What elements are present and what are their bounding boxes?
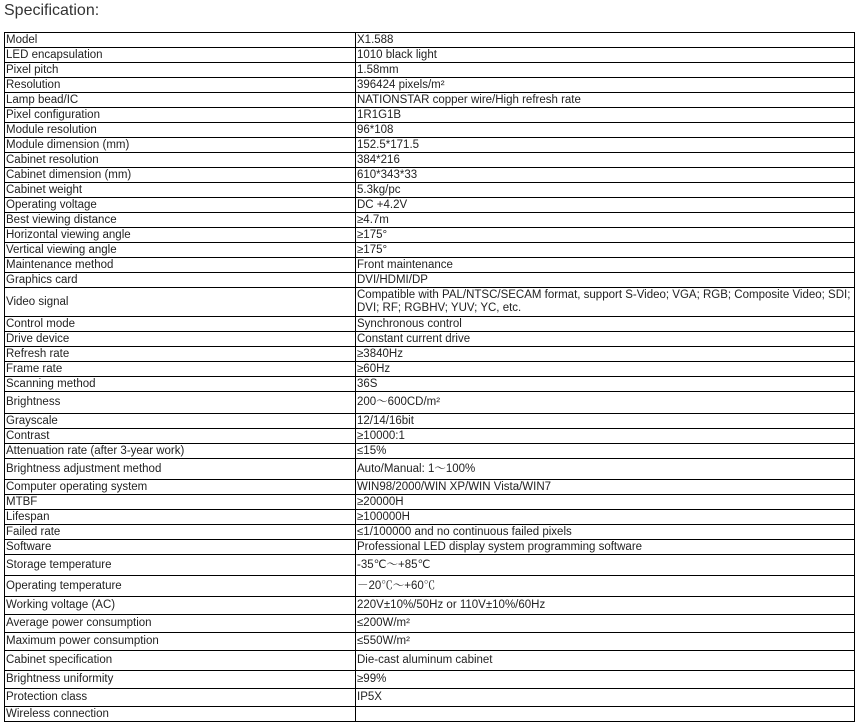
spec-label-cell: Module resolution [5, 123, 356, 138]
spec-label-cell: Wireless connection [5, 707, 356, 722]
table-row [5, 138, 855, 153]
spec-label-cell: Brightness uniformity [5, 671, 356, 689]
table-row [5, 444, 855, 459]
spec-label-cell: Lamp bead/IC [5, 93, 356, 108]
table-row [5, 689, 855, 707]
table-row [5, 332, 855, 347]
spec-label-cell: Cabinet dimension (mm) [5, 168, 356, 183]
spec-value-cell: ≥175° [356, 243, 855, 258]
table-row [5, 183, 855, 198]
table-row [5, 480, 855, 495]
spec-label-cell: Vertical viewing angle [5, 243, 356, 258]
table-row [5, 228, 855, 243]
table-row [5, 392, 855, 414]
spec-label-cell: Cabinet resolution [5, 153, 356, 168]
spec-value-cell: ≥10000:1 [356, 429, 855, 444]
spec-label-cell: Scanning method [5, 377, 356, 392]
spec-label-cell: Module dimension (mm) [5, 138, 356, 153]
page-title: Specification: [4, 2, 100, 19]
spec-label-cell: Operating voltage [5, 198, 356, 213]
spec-label-cell: Cabinet specification [5, 651, 356, 671]
spec-value-cell: X1.588 [356, 33, 855, 48]
spec-value-cell: ≥60Hz [356, 362, 855, 377]
table-row [5, 93, 855, 108]
table-row [5, 63, 855, 78]
spec-label-cell: Computer operating system [5, 480, 356, 495]
spec-label-cell: Working voltage (AC) [5, 597, 356, 615]
table-row [5, 78, 855, 93]
spec-value-cell: －20℃～+60℃ [356, 576, 855, 597]
spec-label-cell: Horizontal viewing angle [5, 228, 356, 243]
spec-value-cell: 36S [356, 377, 855, 392]
table-row [5, 168, 855, 183]
table-row [5, 243, 855, 258]
spec-value-cell: ≥99% [356, 671, 855, 689]
spec-label-cell: Attenuation rate (after 3-year work) [5, 444, 356, 459]
spec-value-cell: Constant current drive [356, 332, 855, 347]
spec-value-cell: Compatible with PAL/NTSC/SECAM format, support S-Video; VGA; RGB; Composite Video; SDI; DVI; RF; RGBHV; YUV; YC, etc. [356, 288, 855, 317]
spec-value-cell: 396424 pixels/m² [356, 78, 855, 93]
spec-value-cell: ≤1/100000 and no continuous failed pixels [356, 525, 855, 540]
spec-value-cell: 96*108 [356, 123, 855, 138]
spec-value-cell: ≤15% [356, 444, 855, 459]
table-row [5, 525, 855, 540]
spec-label-cell: Maintenance method [5, 258, 356, 273]
table-row [5, 651, 855, 671]
table-row [5, 510, 855, 525]
spec-label-cell: MTBF [5, 495, 356, 510]
table-row [5, 377, 855, 392]
spec-label-cell: Brightness adjustment method [5, 459, 356, 480]
table-row [5, 633, 855, 651]
spec-label-cell: Maximum power consumption [5, 633, 356, 651]
spec-value-cell: NATIONSTAR copper wire/High refresh rate [356, 93, 855, 108]
spec-label-cell: Model [5, 33, 356, 48]
spec-label-cell: Video signal [5, 288, 356, 317]
table-row [5, 615, 855, 633]
table-row [5, 123, 855, 138]
table-row [5, 288, 855, 317]
spec-label-cell: Average power consumption [5, 615, 356, 633]
spec-label-cell: Protection class [5, 689, 356, 707]
spec-value-cell: -35℃～+85℃ [356, 555, 855, 576]
table-row [5, 108, 855, 123]
spec-value-cell: 1.58mm [356, 63, 855, 78]
spec-value-cell [356, 707, 855, 722]
spec-label-cell: Cabinet weight [5, 183, 356, 198]
table-row [5, 362, 855, 377]
specification-table-body [5, 33, 855, 722]
spec-value-cell: ≤200W/m² [356, 615, 855, 633]
spec-value-cell: ≥100000H [356, 510, 855, 525]
spec-label-cell: Contrast [5, 429, 356, 444]
table-row [5, 347, 855, 362]
spec-label-cell: Lifespan [5, 510, 356, 525]
table-row [5, 213, 855, 228]
spec-value-cell: ≥20000H [356, 495, 855, 510]
spec-value-cell: 384*216 [356, 153, 855, 168]
spec-value-cell: 610*343*33 [356, 168, 855, 183]
table-row [5, 495, 855, 510]
table-row [5, 671, 855, 689]
spec-label-cell: Graphics card [5, 273, 356, 288]
spec-value-cell: DC +4.2V [356, 198, 855, 213]
spec-label-cell: Pixel configuration [5, 108, 356, 123]
spec-value-cell: WIN98/2000/WIN XP/WIN Vista/WIN7 [356, 480, 855, 495]
table-row [5, 273, 855, 288]
spec-value-cell: DVI/HDMI/DP [356, 273, 855, 288]
table-row [5, 48, 855, 63]
specification-table [4, 32, 855, 722]
table-row [5, 414, 855, 429]
spec-label-cell: Resolution [5, 78, 356, 93]
spec-value-cell: Synchronous control [356, 317, 855, 332]
table-row [5, 153, 855, 168]
table-row [5, 597, 855, 615]
spec-value-cell: ≥175° [356, 228, 855, 243]
spec-value-cell: Front maintenance [356, 258, 855, 273]
table-row [5, 707, 855, 722]
spec-label-cell: Storage temperature [5, 555, 356, 576]
spec-label-cell: Frame rate [5, 362, 356, 377]
spec-value-cell: 5.3kg/pc [356, 183, 855, 198]
spec-label-cell: Grayscale [5, 414, 356, 429]
spec-value-cell: 200～600CD/m² [356, 392, 855, 414]
spec-value-cell: 12/14/16bit [356, 414, 855, 429]
spec-label-cell: Software [5, 540, 356, 555]
spec-label-cell: Best viewing distance [5, 213, 356, 228]
spec-label-cell: Pixel pitch [5, 63, 356, 78]
table-row [5, 540, 855, 555]
table-row [5, 576, 855, 597]
spec-label-cell: LED encapsulation [5, 48, 356, 63]
spec-label-cell: Operating temperature [5, 576, 356, 597]
spec-value-cell: IP5X [356, 689, 855, 707]
spec-label-cell: Drive device [5, 332, 356, 347]
spec-label-cell: Failed rate [5, 525, 356, 540]
spec-label-cell: Brightness [5, 392, 356, 414]
table-row [5, 33, 855, 48]
spec-value-cell: ≥3840Hz [356, 347, 855, 362]
spec-value-cell: Auto/Manual: 1～100% [356, 459, 855, 480]
spec-label-cell: Refresh rate [5, 347, 356, 362]
spec-value-cell: 1R1G1B [356, 108, 855, 123]
spec-value-cell: Professional LED display system programming software [356, 540, 855, 555]
table-row [5, 198, 855, 213]
spec-value-cell: ≥4.7m [356, 213, 855, 228]
table-row [5, 459, 855, 480]
table-row [5, 258, 855, 273]
spec-value-cell: ≤550W/m² [356, 633, 855, 651]
table-row [5, 429, 855, 444]
spec-value-cell: 152.5*171.5 [356, 138, 855, 153]
table-row [5, 555, 855, 576]
spec-value-cell: 220V±10%/50Hz or 110V±10%/60Hz [356, 597, 855, 615]
spec-value-cell: Die-cast aluminum cabinet [356, 651, 855, 671]
table-row [5, 317, 855, 332]
spec-value-cell: 1010 black light [356, 48, 855, 63]
spec-label-cell: Control mode [5, 317, 356, 332]
